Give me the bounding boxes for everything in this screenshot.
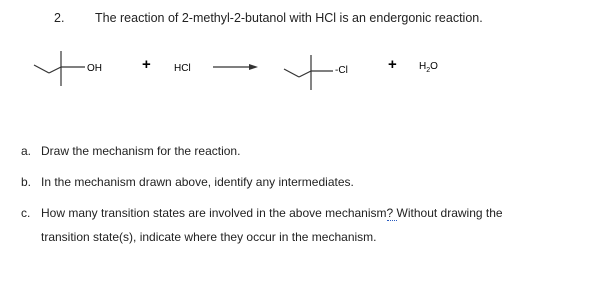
reaction-scheme <box>0 36 611 106</box>
question-title: The reaction of 2-methyl-2-butanol with HCl is an endergonic reaction. <box>95 11 483 25</box>
reactant-oh-label: OH <box>87 63 102 74</box>
product-cl-label: -Cl <box>335 65 348 76</box>
part-c-text-start: How many transition states are involved in the above mechanism <box>41 206 387 220</box>
part-b-letter: b. <box>21 175 32 189</box>
product-skeleton <box>284 55 333 90</box>
byproduct-water-label: $H_2O$ <box>419 61 438 74</box>
plus-sign-1: + <box>142 56 151 73</box>
part-c-text-end: Without drawing the <box>396 206 503 220</box>
part-b-text: In the mechanism drawn above, identify any intermediates. <box>41 175 354 189</box>
part-a-text: Draw the mechanism for the reaction. <box>41 144 241 158</box>
part-c-text-line2: transition state(s), indicate where they occur in the mechanism. <box>41 230 377 244</box>
plus-sign-2: + <box>388 56 397 73</box>
part-c-text <box>41 206 503 220</box>
part-c-flagged-text: ? <box>386 206 397 220</box>
part-a-letter: a. <box>21 144 32 158</box>
reagent-hcl-label: HCl <box>174 63 191 74</box>
reaction-arrow <box>213 64 258 70</box>
part-c-letter: c. <box>21 206 31 220</box>
question-number: 2. <box>54 11 65 25</box>
reactant-skeleton <box>34 51 85 86</box>
